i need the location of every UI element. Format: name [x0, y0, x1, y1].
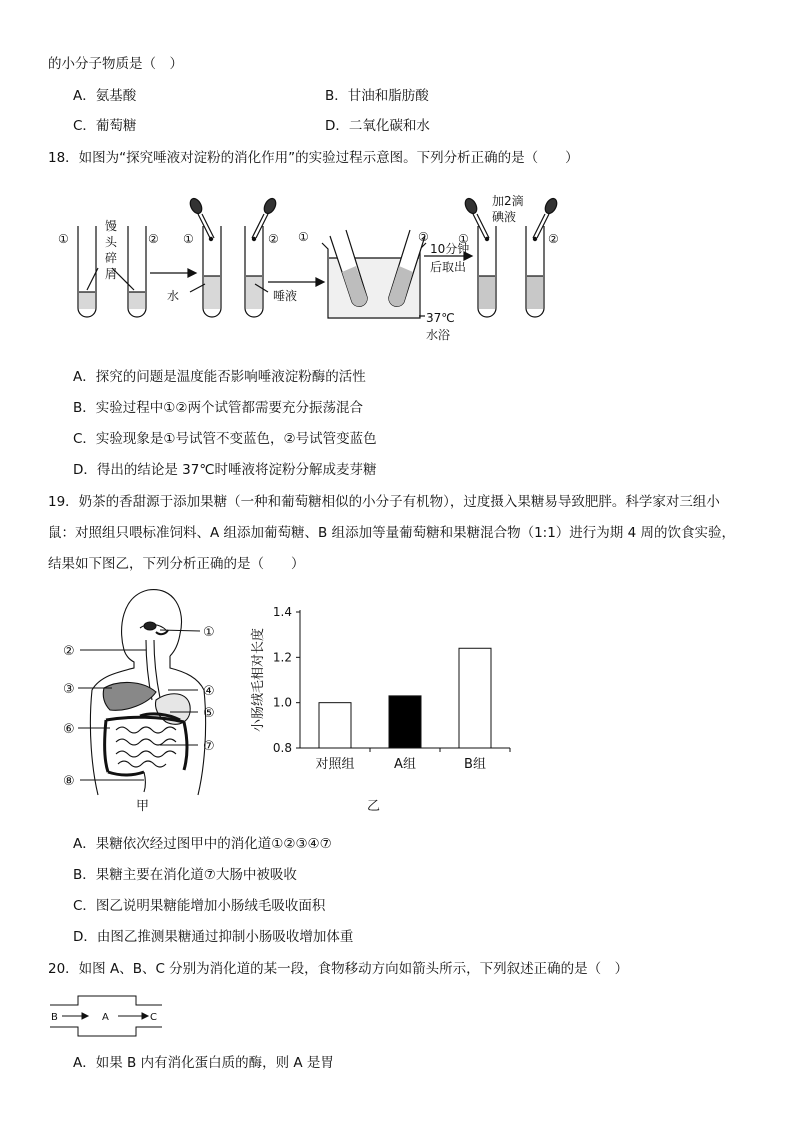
q19-option-a: A．果糖依次经过图甲中的消化道①②③④⑦	[73, 836, 332, 852]
q18-option-b: B．实验过程中①②两个试管都需要充分振荡混合	[73, 400, 363, 416]
q18-option-c: C．实验现象是①号试管不变蓝色，②号试管变蓝色	[73, 431, 377, 447]
chart-x-tick-label: B组	[464, 757, 486, 772]
q19-option-b: B．果糖主要在消化道⑦大肠中被吸收	[73, 867, 297, 883]
chart-y-axis-label: 小肠绒毛相对长度	[251, 627, 266, 733]
q19-fig-a-label-4: ④	[203, 684, 215, 699]
q18-water-label: 水	[167, 289, 180, 303]
chart-y-tick-label: 1.2	[272, 650, 292, 665]
q19-fig-a-label-1: ①	[203, 625, 215, 640]
q18-option-d: D．得出的结论是 37℃时唾液将淀粉分解成麦芽糖	[73, 462, 377, 478]
q18-bath-label-2: 水浴	[426, 328, 451, 342]
q18-bread-label-1: 馒	[105, 219, 118, 233]
q18-tube1-label: ①	[58, 232, 69, 246]
q19-stem-line-3: 结果如下图乙，下列分析正确的是（ ）	[48, 556, 305, 572]
chart-y-tick-label: 1.4	[272, 605, 292, 619]
q18-tube1-label-4: ①	[458, 232, 469, 246]
q18-wait-label-2: 后取出	[430, 260, 467, 274]
q18-tube1-label-3: ①	[298, 230, 309, 244]
chart-x-tick-label: A组	[394, 757, 416, 772]
q17-option-c: C．葡萄糖	[73, 118, 137, 134]
q20-segment-c-label: C	[150, 1012, 157, 1023]
q17-option-d: D．二氧化碳和水	[325, 118, 430, 134]
q19-fig-b-caption: 乙	[367, 799, 381, 814]
q18-tube2-label: ②	[148, 232, 159, 246]
q19-stem-line-1: 19．奶茶的香甜源于添加果糖（一种和葡萄糖相似的小分子有机物），过度摄入果糖易导致肥胖。科学家对三组小	[48, 494, 720, 510]
q20-segment-a-label: A	[102, 1012, 109, 1023]
q18-option-a: A．探究的问题是温度能否影响唾液淀粉酶的活性	[73, 369, 366, 385]
q18-wait-label-1: 10分钟	[430, 242, 470, 256]
chart-y-tick-label: 1.0	[272, 695, 292, 710]
q19-fig-a-label-3: ③	[63, 682, 75, 697]
q18-bread-label-2: 头	[105, 235, 118, 249]
q19-fig-a-label-6: ⑥	[63, 722, 75, 737]
q20-segment-b-label: B	[51, 1012, 58, 1023]
q17-option-a: A．氨基酸	[73, 88, 137, 104]
q18-saliva-label: 唾液	[273, 289, 298, 303]
q18-bread-label-4: 屑	[105, 267, 118, 281]
q17-stem-tail: 的小分子物质是（ ）	[48, 56, 183, 72]
q18-bath-label-1: 37℃	[426, 311, 455, 325]
q18-tube2-label-3: ②	[418, 230, 429, 244]
q19-fig-a-label-5: ⑤	[203, 706, 215, 721]
q18-bread-label-3: 碎	[105, 251, 118, 265]
q19-stem-line-2: 鼠：对照组只喂标准饲料、A 组添加葡萄糖、B 组添加等量葡萄糖和果糖混合物（1:1）进行为期 4 周的饮食实验，	[48, 525, 735, 541]
q20-option-a: A．如果 B 内有消化蛋白质的酶，则 A 是胃	[73, 1055, 334, 1071]
q17-option-b: B．甘油和脂肪酸	[325, 88, 429, 104]
q18-tube2-label-4: ②	[548, 232, 559, 246]
q18-iodine-label-1: 加2滴	[492, 194, 524, 208]
q18-iodine-label-2: 碘液	[492, 210, 517, 224]
q18-tube1-label-2: ①	[183, 232, 194, 246]
q19-fig-a-label-2: ②	[63, 644, 75, 659]
q19-option-d: D．由图乙推测果糖通过抑制小肠吸收增加体重	[73, 929, 354, 945]
q19-fig-a-label-7: ⑦	[203, 739, 215, 754]
q19-fig-a-label-8: ⑧	[63, 774, 75, 789]
q18-stem: 18．如图为“探究唾液对淀粉的消化作用”的实验过程示意图。下列分析正确的是（ ）	[48, 150, 579, 166]
chart-x-tick-label: 对照组	[315, 757, 355, 772]
chart-y-tick-label: 0.8	[272, 741, 292, 755]
q18-tube2-label-2: ②	[268, 232, 279, 246]
q19-fig-a-caption: 甲	[136, 799, 150, 814]
q19-option-c: C．图乙说明果糖能增加小肠绒毛吸收面积	[73, 898, 326, 914]
q20-stem: 20．如图 A、B、C 分别为消化道的某一段，食物移动方向如箭头所示，下列叙述正确的是（ ）	[48, 961, 629, 977]
